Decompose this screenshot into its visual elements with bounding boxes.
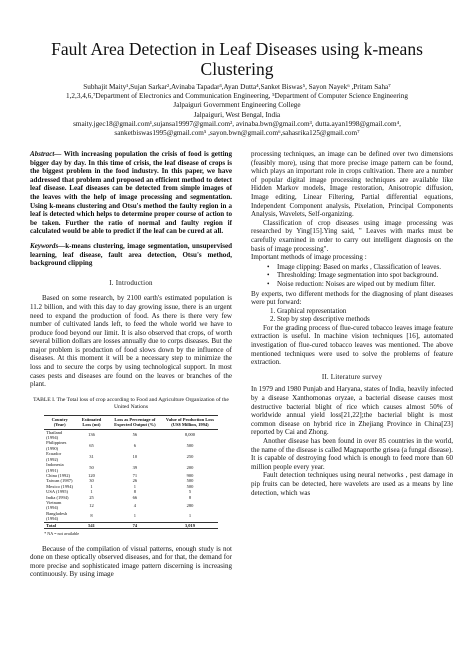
table-cell: 1 xyxy=(90,483,93,489)
table-cell: 65 xyxy=(89,443,94,449)
table-cell: 120 xyxy=(88,472,95,478)
list-item: 1. Graphical representation xyxy=(277,307,453,316)
table-cell: India (1994) xyxy=(46,494,69,500)
literature-paragraph-2: Another disease has been found in over 85 countries in the world, the name of the disease is called Magnaporthe grisea (a fungal disease). It is capable of destroying food which is enough to feed more than 60 million people every year. xyxy=(251,437,453,471)
list-item: • Noise reduction: Noises are wiped out by medium filter. xyxy=(277,280,453,289)
literature-paragraph-3: Fault detection techniques using neural networks , pest damage in pip fruits can be detected, here wavelets are used as a means by line detection, which was xyxy=(251,471,453,497)
literature-paragraph-1: In 1979 and 1980 Punjab and Haryana, states of India, heavily infected by a disease Xanthomonas oryzae, a bacterial disease causes most destructive bacterial blight of rice which causes almost 50% of worldwide annual yield loss[21,22];the bacterial blight is most common disease on hybrid rice in Zhejiang Province in China[23] reported by Cai and Zhong. xyxy=(251,385,453,437)
table-cell: 1 xyxy=(133,513,136,519)
experts-line: By experts, two different methods for the diagnosing of plant diseases were put forward: xyxy=(251,289,453,307)
list-item: • Image clipping: Based on marks , Classification of leaves. xyxy=(277,263,453,272)
table-cell: 50 xyxy=(89,464,94,470)
table-cell: 8,000 xyxy=(184,432,195,438)
table-cell: 280 xyxy=(186,502,194,508)
list-item: 2. Step by step descriptive methods xyxy=(277,315,453,324)
author-emails-1: smaity.jgec18@gmail.com¹,sujansa19997@gmail.com², avinaba.bwn@gmail.com³, dutta.ayan1998@gmail.com⁴, xyxy=(73,119,401,128)
table-cell: 1 xyxy=(188,513,192,519)
table-total-cell: 3,019 xyxy=(162,522,218,528)
institution-location: Jalpaiguri, West Bengal, India xyxy=(193,110,281,119)
right-column xyxy=(251,150,453,497)
table-row xyxy=(44,440,218,451)
table-total-row xyxy=(44,522,218,528)
table-cell: 10 xyxy=(132,453,138,459)
list-item: • Thresholding: Image segmentation into spot background. xyxy=(277,271,453,280)
table-cell: 66 xyxy=(132,494,138,500)
table-cell: Taiwan (1987) xyxy=(46,478,73,484)
keywords xyxy=(30,242,232,268)
table-total-cell: 74 xyxy=(108,522,162,528)
table-cell: 71 xyxy=(132,472,138,478)
table-cell: 1 xyxy=(133,483,136,489)
crop-loss-table xyxy=(44,415,218,529)
table-cell: 500 xyxy=(186,478,194,484)
expert-methods-list xyxy=(251,307,453,324)
table-header-cell: Loss as Percentage of Expected Output (%) xyxy=(108,415,162,429)
table-cell: 4 xyxy=(133,502,136,508)
table-cell: 136 xyxy=(88,432,95,438)
table-header-cell: Estimated Loss (mt) xyxy=(75,415,107,429)
right-paragraph-1: processing techniques, an image can be defined over two dimensions (feasibly more), using that more precise image pattern can be found, which plays an important role in crops cultivation. There are a number of popular digital image processing techniques are available like Hidden Markov models, Image restoration, Anisotropic diffusion, Image editing, Linear Filtering, Partial differential equations, Independent Component analysis, Pixelation, Principal Components Analysis, Wavelets, Self-organizing. xyxy=(251,150,453,219)
table-cell: 56 xyxy=(132,432,138,438)
table-cell: 500 xyxy=(186,483,194,489)
table-row xyxy=(44,462,218,473)
table-total-cell: Total xyxy=(44,522,75,528)
paper-title: Fault Area Detection in Leaf Diseases using k-means Clustering xyxy=(51,39,423,79)
table-cell: 8 xyxy=(188,494,192,500)
right-paragraph-3: For the grading process of flue-cured tobacco leaves image feature extraction is useful. In machine vision techniques [16], automated investigation of flue-cured tobacco leaves was mentioned. The above mentioned techniques were used to solve the problems of feature extraction. xyxy=(251,323,453,367)
table-body xyxy=(44,429,218,528)
table-row xyxy=(44,511,218,522)
keywords-text: k-means clustering, image segmentation, unsupervised learning, leaf disease, fault area detection, Otsu's method, background clipping xyxy=(30,241,232,268)
table-cell: Philippines (1990) xyxy=(46,440,67,451)
table-cell: 500 xyxy=(186,443,194,449)
table-cell: Ecuador (1992) xyxy=(46,451,62,462)
table-cell: 12 xyxy=(89,502,94,508)
methods-intro: Important methods of image processing : xyxy=(251,253,367,262)
right-paragraph-2: Classification of crop diseases using image processing was researched by Ying[15].Ying said, " Leaves with marks must be carefully examined in order to carry out intelligent diagnosis on the basis of image processing". xyxy=(251,218,453,253)
table-cell: 26 xyxy=(132,478,138,484)
abstract-text: With increasing population the crisis of food is getting bigger day by day. In this time of crisis, the leaf disease of crops is the biggest problem in the food industry. In this paper, we have addressed that problem and proposed an efficient method to detect leaf disease. Leaf diseases can be detected from simple images of the leaves with the help of image processing and segmentation. Using k-means clustering and Otsu's method the faulty region in a leaf is detected which helps to determine proper course of action to be taken. Further the ratio of normal and faulty region if calculated would be able to predict if the leaf can be cured at all. xyxy=(30,150,232,236)
table-cell: 8 xyxy=(90,513,93,519)
left-column xyxy=(30,150,232,579)
table-cell: 250 xyxy=(186,453,194,459)
introduction-heading: I. Introduction xyxy=(109,278,153,287)
table-cell: 1 xyxy=(90,489,93,495)
table-cell: Bangladesh (1994) xyxy=(46,510,68,522)
table-cell: Thailand (1994) xyxy=(46,429,63,441)
table-cell: 8 xyxy=(133,489,136,495)
table-cell: 200 xyxy=(186,464,194,470)
table-row xyxy=(44,429,218,440)
literature-survey-heading: II. Literature survey xyxy=(321,372,383,381)
table-cell: 25 xyxy=(89,494,94,500)
table-header-row xyxy=(44,415,218,429)
table-cell: 39 xyxy=(132,464,138,470)
table-cell: 30 xyxy=(89,478,94,484)
table-caption: TABLE I. The Total loss of crop according to Food and Agriculture Organization of the United Nations xyxy=(33,396,229,410)
introduction-paragraph-1: Based on some research, by 2100 earth's estimated population is 11.2 billion, and with this day to day growing issue, there is an urgent need to expand the production of food. As there is there very few number of cultivated lands left, to feed the whole world we have to produce food beyond our limit. It is also observed that crops, of worth several billion dollars are losses annually due to corps diseases. But the major problem is production of food slows down by the influence of diseases. At this moment it will be a necessary step to minimize the loss and to secure the corps by using technological support. In most cases pests and diseases are found on the leaves or branches of the plant. xyxy=(30,294,232,389)
author-affiliations: 1,2,3,4,6,⁷Department of Electronics and Communication Engineering, ⁵Department of Computer Science Engineering xyxy=(66,92,408,101)
table-cell: 6 xyxy=(133,443,136,449)
author-names: Subhajit Maity¹,Sujan Sarkar²,Avinaba Tapadar³,Ayan Dutta⁴,Sanket Biswas⁵, Sayon Nayek⁶ ,Pritam Saha⁷ xyxy=(83,83,391,91)
table-note: * NA = not available xyxy=(44,530,80,536)
author-emails-2: sanketbiswas1995@gmail.com⁵ ,sayon.bwn@gmail.com⁶,sahasrika125@gmail.com⁷ xyxy=(114,129,360,138)
table-cell: Mexico (1994) xyxy=(46,483,74,489)
abstract-label: Abstract— xyxy=(30,150,62,158)
table-row xyxy=(44,500,218,511)
institution-name: Jalpaiguri Government Engineering College xyxy=(173,101,301,110)
table-cell: Vietnam (1994) xyxy=(46,499,62,511)
table-header-cell: Country (Year) xyxy=(44,415,75,429)
abstract xyxy=(30,150,232,236)
methods-list xyxy=(251,263,453,289)
table-header-cell: Value of Production Loss (US$ Million, 1994) xyxy=(162,415,218,429)
table-total-cell: 541 xyxy=(75,522,107,528)
table-cell: USA (1995) xyxy=(46,489,69,495)
table-row xyxy=(44,451,218,462)
table-cell: 900 xyxy=(186,472,194,478)
table-cell: Indonesia (1991) xyxy=(46,462,64,473)
keywords-label: Keywords— xyxy=(30,241,66,250)
introduction-paragraph-2: Because of the compilation of visual patterns, enough study is not done on these optically observed diseases, and for that, the demand for more precise and sophisticated image pattern discerning is increasing continuously. By using image xyxy=(30,544,232,579)
table-cell: China (1992) xyxy=(46,472,71,478)
table-cell: 31 xyxy=(89,453,94,459)
author-block xyxy=(22,83,452,138)
table-cell: 5 xyxy=(188,489,192,495)
